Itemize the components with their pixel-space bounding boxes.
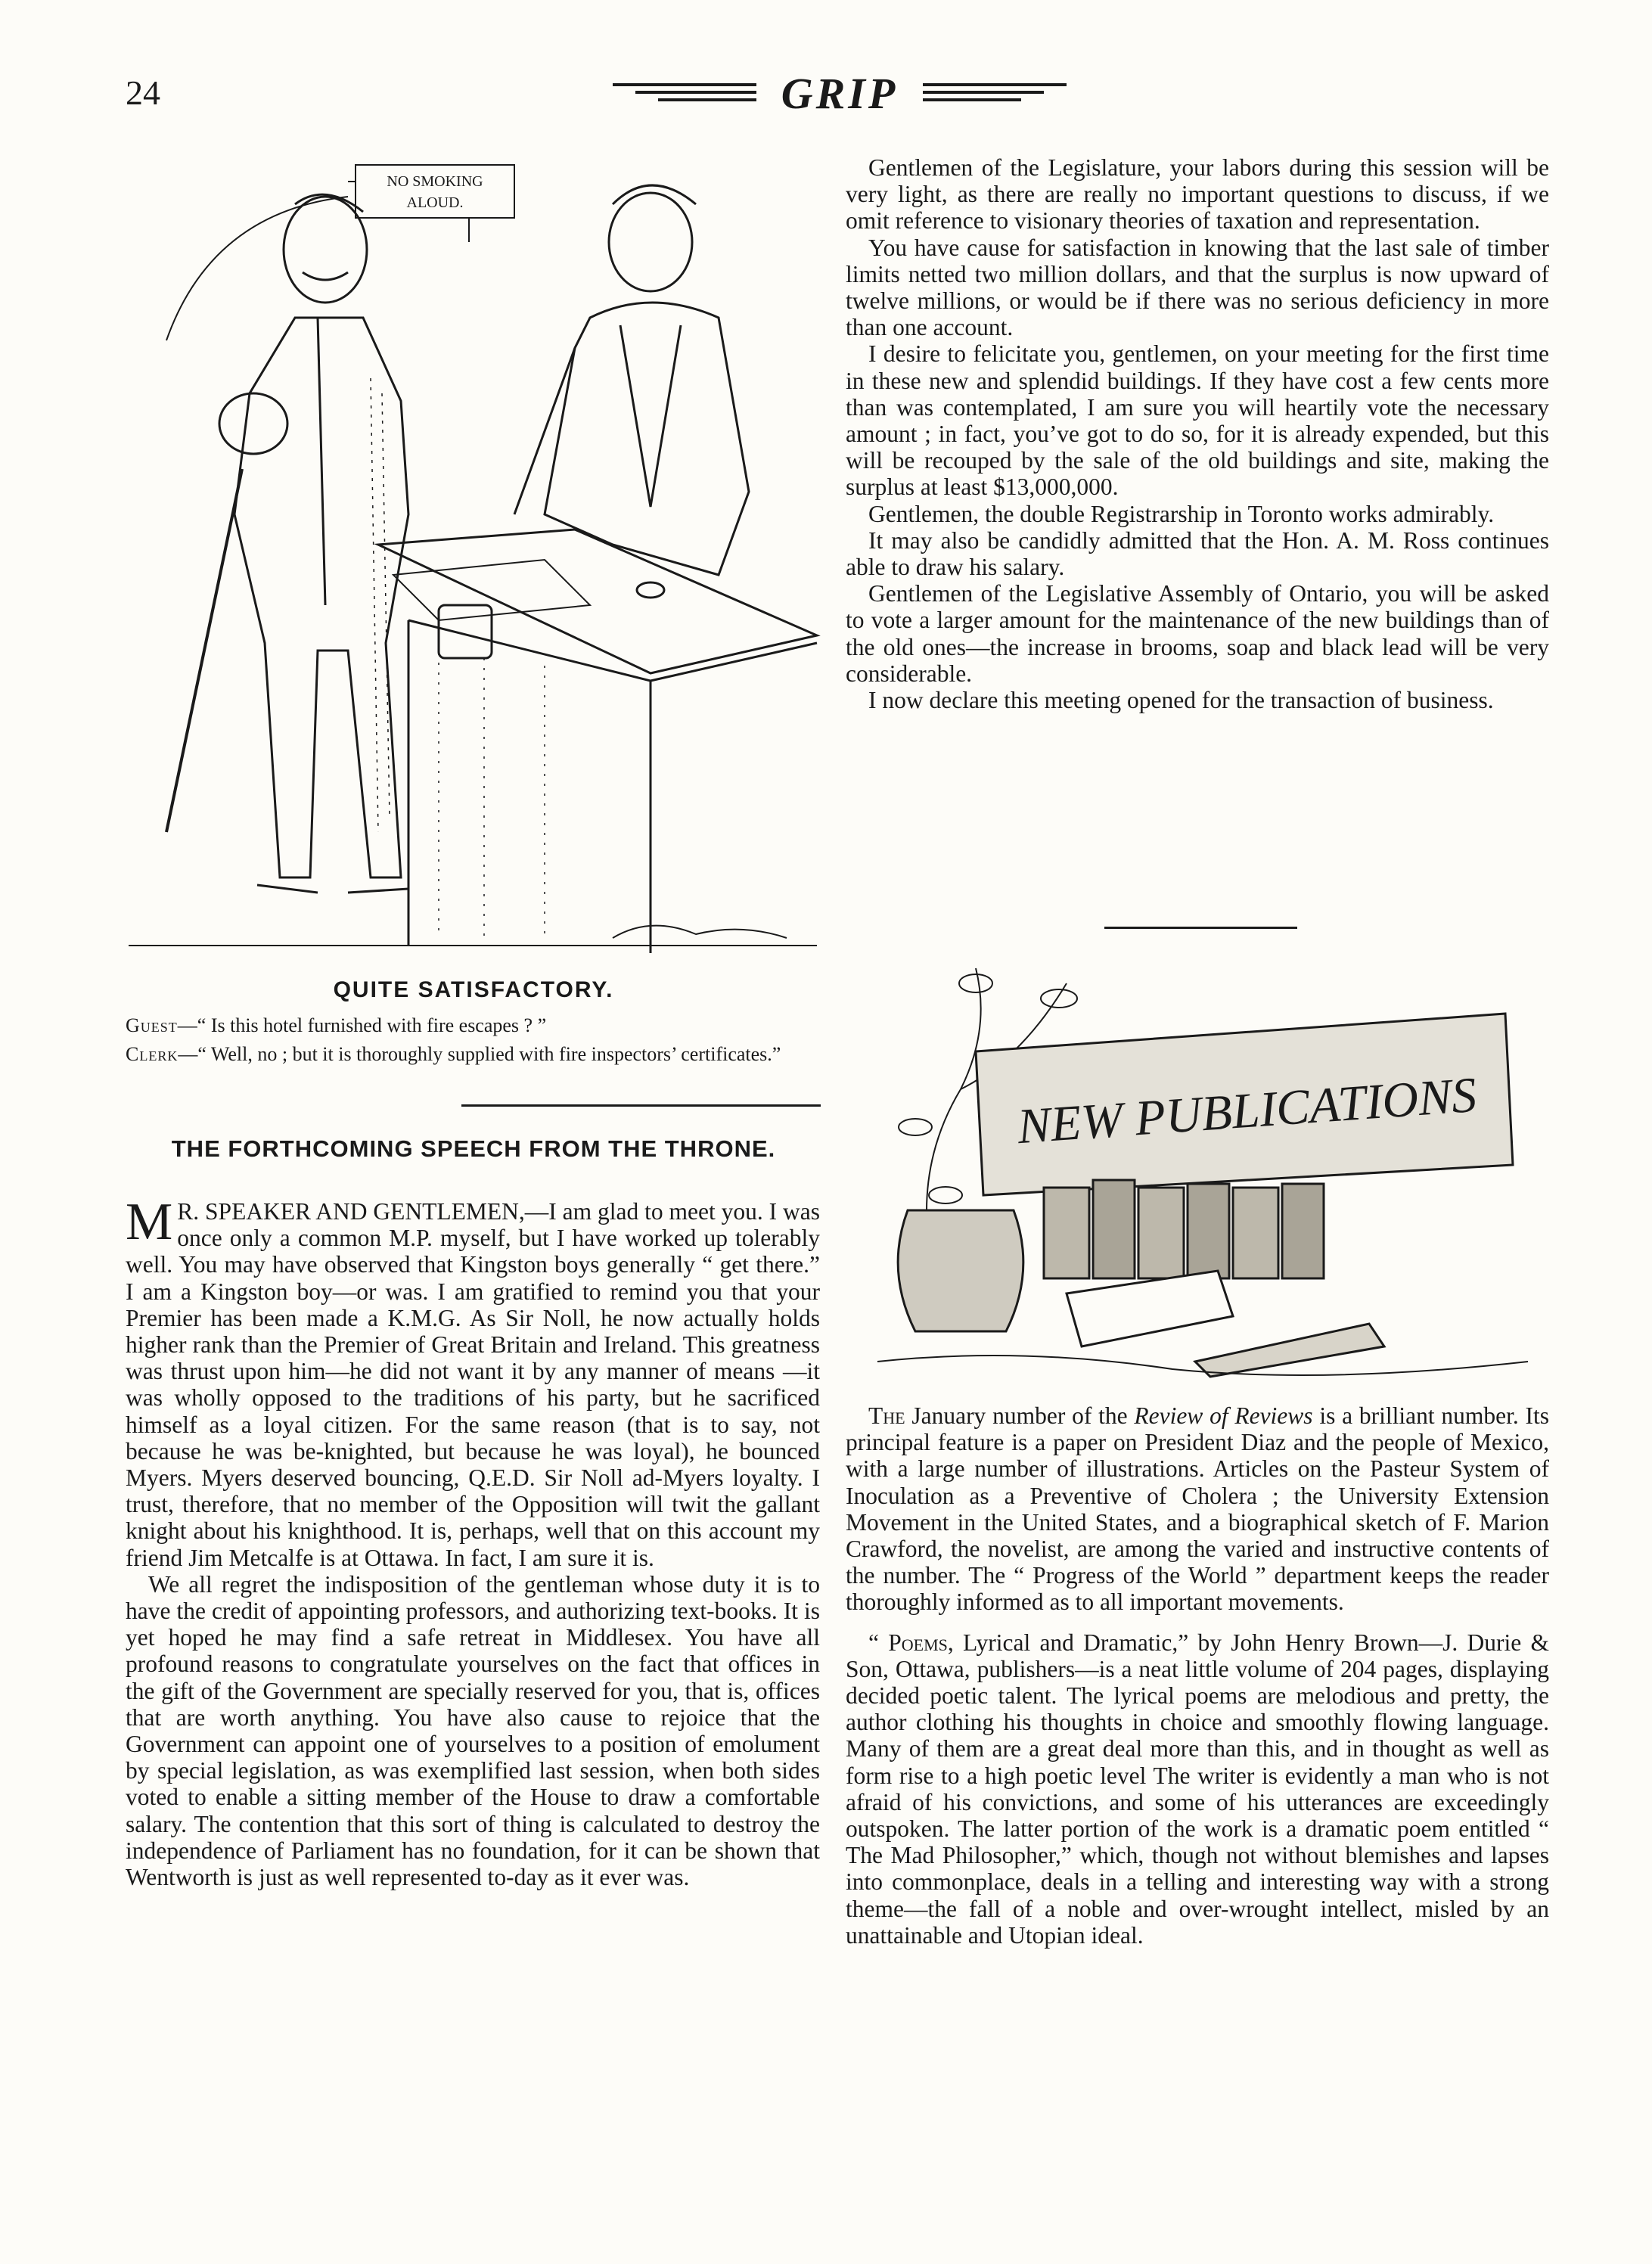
speaker-guest: Guest <box>126 1014 178 1036</box>
article-paragraph-9: I now declare this meeting opened for the transaction of business. <box>868 687 1494 714</box>
page-number: 24 <box>126 73 160 112</box>
dialogue-guest-text: —“ Is this hotel furnished with fire escapes ? ” <box>177 1014 547 1036</box>
article-paragraph-3: Gentlemen of the Legislature, your labors during this session will be very light, as there are really no important questions to discuss, if we omit reference to visionary theories of taxation and representation. <box>846 154 1549 234</box>
artist-signature <box>613 926 787 938</box>
article-paragraph-1: M R. SPEAKER AND GENTLEMEN,—I am glad to meet you. I was once only a common M.P. myself, but I have worked up tolerably well. You may have observed that Kingston boys generally “ get there.” I am a Kingston boy—or was. I am gratified to remind you that your Premier has been made a K.M.G. As Sir Noll, he now actually holds higher rank than the Premier of Great Britain and Ireland. This greatness was thrust upon him—he did not want it by any manner of means —it was wholly opposed to the traditions of his party, but he sacrificed himself as a loyal citizen. For the same reason (that is to say, not because he was be-knighted, but because he was loyal), he bounced Myers. Myers deserved bouncing, Q.E.D. Sir Noll ad-Myers loyalty. I trust, therefore, that no member of the Opposition will twit the gallant knight about his knighthood. It is, perhaps, well that on this account my friend Jim Metcalfe is at Ottawa. In fact, I am sure it is. <box>126 1193 820 1571</box>
masthead-title: GRIP <box>781 69 899 118</box>
article-left-column <box>126 1193 820 1891</box>
publications-column <box>846 1402 1549 1949</box>
article-right-column <box>846 154 1549 713</box>
masthead-rule-left-3 <box>658 98 756 101</box>
books-illustration <box>1044 1180 1384 1377</box>
dropcap: M <box>126 1193 173 1251</box>
clerk-figure <box>514 185 749 575</box>
article-paragraph-8: Gentlemen of the Legislative Assembly of Ontario, you will be asked to vote a larger amount for the maintenance of the new buildings than of the old ones—the increase in brooms, soap and black lead will be very considerable. <box>846 580 1549 687</box>
article-paragraph-4: You have cause for satisfaction in knowing that the last sale of timber limits netted two million dollars, and that the surplus is now upward of twelve millions, or would be if there was no serious deficiency in more than one account. <box>846 234 1549 341</box>
masthead-rule-left-2 <box>635 91 756 94</box>
article-title: THE FORTHCOMING SPEECH FROM THE THRONE. <box>171 1135 776 1162</box>
masthead-rule-right <box>923 83 1067 86</box>
masthead-rule-right-3 <box>923 98 1021 101</box>
cartoon-illustration <box>121 151 824 961</box>
speaker-clerk: Clerk <box>126 1043 179 1065</box>
banner-text: NEW PUBLICATIONS <box>1015 1067 1479 1155</box>
article-paragraph-7: It may also be candidly admitted that the Hon. A. M. Ross continues able to draw his salary. <box>846 526 1549 581</box>
dialogue-clerk <box>126 1042 821 1067</box>
counter <box>378 530 817 953</box>
masthead-rule-left <box>613 83 756 86</box>
article-end-rule <box>1104 927 1297 929</box>
new-publications-banner <box>870 938 1543 1384</box>
sign-text-2: ALOUD. <box>406 194 464 211</box>
masthead <box>613 65 1067 118</box>
dialogue-guest <box>126 1014 821 1038</box>
vase <box>898 1210 1023 1331</box>
guest-figure <box>166 194 408 893</box>
cartoon-title: QUITE SATISFACTORY. <box>333 977 614 1002</box>
review-of-reviews-title: Review of Reviews <box>1134 1402 1313 1429</box>
section-divider <box>461 1104 821 1107</box>
masthead-rule-right-2 <box>923 91 1044 94</box>
article-paragraph-2: We all regret the indisposition of the gentleman whose duty it is to have the credit of appointing professors, and authorizing text-books. It is yet hoped he may find a safe retreat in Middlesex. You have all profound reasons to congratulate yourselves on the fact that offices in the gift of the Government are specially reserved for you, that is, offices that are worth anything. You have also cause to rejoice that the Government can appoint one of yourselves to a position of emolument by special legislation, as was exemplified last session, when both sides voted to enable a sitting member of the House to draw a comfortable salary. The contention that this sort of thing is calculated to destroy the independence of Parliament has no foundation, for it can be shown that Wentworth is just as well represented to-day as it ever was. <box>126 1570 820 1891</box>
article-paragraph-6: Gentlemen, the double Registrarship in Toronto works admirably. <box>868 500 1495 527</box>
article-paragraph-5: I desire to felicitate you, gentlemen, on your meeting for the first time in these new and splendid buildings. If they have cost a few cents more than was contemplated, I am sure you will heartily vote the necessary amount ; in fact, you’ve got to do so, for it is already expended, but this will be recouped by the sale of the old buildings and site, making the surplus at least $13,000,000. <box>846 340 1549 501</box>
publication-review: The January number of the Review of Reviews is a brilliant number. Its principal feature is a paper on President Diaz and the people of Mexico, with a large number of illustrations. Articles on the Pasteur System of Inoculation as a Preventive of Cholera ; the University Extension Movement in the United States, and a biographical sketch of F. Marion Crawford, the novelist, are among the varied and instructive contents of the number. The “ Progress of the World ” department keeps the reader thoroughly informed as to all important movements. <box>846 1402 1550 1616</box>
publication-poems: “ Poems, Lyrical and Dramatic,” by John Henry Brown—J. Durie & Son, Ottawa, publishers—is a neat little volume of 204 pages, displaying decided poetic talent. The lyrical poems are melodious and pretty, the author clothing his thoughts in choice and smoothly flowing language. Many of them are a great deal more than this, and in thought as well as form rise to a high poetic level The writer is evidently a man who is not afraid of his convictions, and some of his utterances are exceedingly outspoken. The latter portion of the work is a dramatic poem entitled “ The Mad Philosopher,” which, though not without blemishes and lapses into commonplace, deals in a telling and interesting way with a strong theme—the fall of a noble and over-wrought intellect, misled by an unattainable and Utopian ideal. <box>846 1629 1549 1949</box>
dialogue-clerk-text: —“ Well, no ; but it is thoroughly supplied with fire inspectors’ certificates.” <box>178 1043 781 1065</box>
sign-text-1: NO SMOKING <box>387 173 483 190</box>
